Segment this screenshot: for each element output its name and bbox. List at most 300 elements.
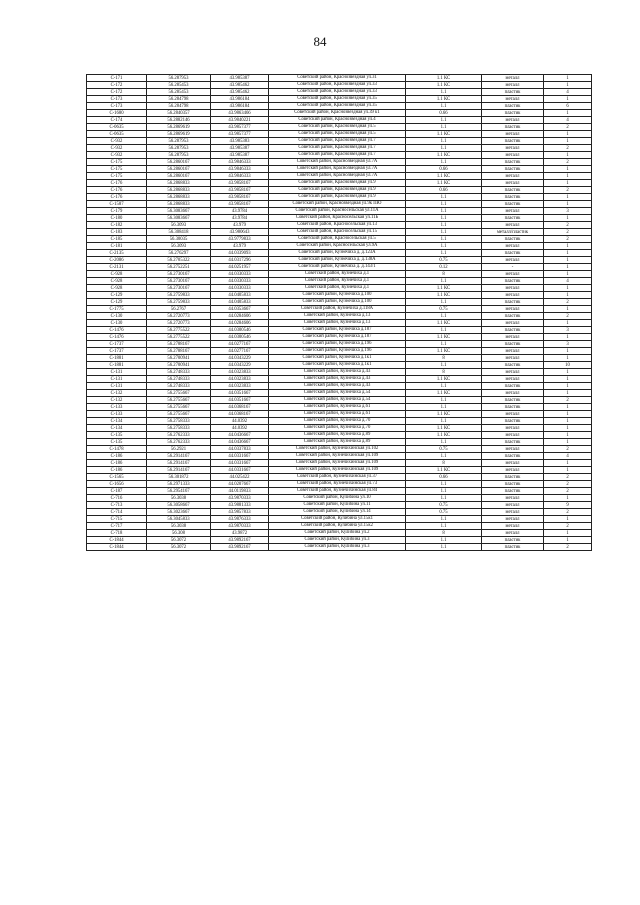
volume-cell: 1.1 bbox=[406, 516, 482, 523]
latitude-cell: 56.287953 bbox=[147, 145, 211, 152]
volume-cell: 0.66 bbox=[406, 187, 482, 194]
volume-cell: 1.1 bbox=[406, 313, 482, 320]
count-cell: 1 bbox=[544, 516, 592, 523]
count-cell: 9 bbox=[544, 502, 592, 509]
count-cell: 1 bbox=[544, 285, 592, 292]
volume-cell: 1.1 bbox=[406, 404, 482, 411]
address-cell: Советский район, Краснозвездная ул.33 bbox=[269, 82, 406, 89]
material-cell: металл bbox=[482, 502, 544, 509]
site-id-cell: С-176 bbox=[87, 180, 147, 187]
volume-cell: 1.1 bbox=[406, 397, 482, 404]
table-row bbox=[87, 313, 592, 320]
count-cell: 3 bbox=[544, 341, 592, 348]
volume-cell: 0.75 bbox=[406, 502, 482, 509]
material-cell: металл bbox=[482, 117, 544, 124]
material-cell: пластик bbox=[482, 453, 544, 460]
site-id-cell: С-718 bbox=[87, 530, 147, 537]
table-row bbox=[87, 390, 592, 397]
count-cell: 1 bbox=[544, 432, 592, 439]
table-row bbox=[87, 271, 592, 278]
volume-cell: 1.1 КС bbox=[406, 292, 482, 299]
longitude-cell: 43.985462 bbox=[211, 89, 269, 96]
latitude-cell: 56.2700941 bbox=[147, 355, 211, 362]
address-cell: Советский район, Краснозвездная ул.7А bbox=[269, 173, 406, 180]
address-cell: Советский район, Кулибина ул.11 bbox=[269, 502, 406, 509]
count-cell: 1 bbox=[544, 180, 592, 187]
material-cell: металл bbox=[482, 425, 544, 432]
count-cell: 2 bbox=[544, 446, 592, 453]
latitude-cell: 56.2775522 bbox=[147, 327, 211, 334]
count-cell: 2 bbox=[544, 222, 592, 229]
longitude-cell: 44.0207667 bbox=[211, 481, 269, 488]
volume-cell: 1.1 bbox=[406, 250, 482, 257]
site-id-cell: С-1587 bbox=[87, 201, 147, 208]
longitude-cell: 44.0436667 bbox=[211, 432, 269, 439]
table-row bbox=[87, 467, 592, 474]
site-id-cell: С-2135 bbox=[87, 250, 147, 257]
table-body bbox=[87, 75, 592, 551]
longitude-cell: 43.9858167 bbox=[211, 201, 269, 208]
latitude-cell: 56.285453 bbox=[147, 82, 211, 89]
material-cell: пластик bbox=[482, 341, 544, 348]
volume-cell: 1.1 bbox=[406, 201, 482, 208]
latitude-cell: 56.2788167 bbox=[147, 341, 211, 348]
material-cell: пластик bbox=[482, 201, 544, 208]
longitude-cell: 43.985462 bbox=[211, 82, 269, 89]
latitude-cell: 56.3083667 bbox=[147, 215, 211, 222]
table-row bbox=[87, 383, 592, 390]
latitude-cell: 56.2868833 bbox=[147, 180, 211, 187]
longitude-cell: 44.0323833 bbox=[211, 383, 269, 390]
site-id-cell: С-134 bbox=[87, 425, 147, 432]
address-cell: Советский район, Краснозвездная ул.9 bbox=[269, 180, 406, 187]
volume-cell: 1.1 КС bbox=[406, 75, 482, 82]
site-id-cell: С-1476 bbox=[87, 334, 147, 341]
longitude-cell: 43.9892167 bbox=[211, 537, 269, 544]
count-cell: 1 bbox=[544, 75, 592, 82]
longitude-cell: 43.985387 bbox=[211, 152, 269, 159]
latitude-cell: 56.308 bbox=[147, 530, 211, 537]
latitude-cell: 56.2868833 bbox=[147, 201, 211, 208]
material-cell: металл bbox=[482, 411, 544, 418]
longitude-cell: 43.9863466 bbox=[211, 110, 269, 117]
material-cell: пластик bbox=[482, 138, 544, 145]
site-id-cell: С-131 bbox=[87, 376, 147, 383]
volume-cell: 1.1 bbox=[406, 145, 482, 152]
address-cell: Советский район, Кузнечиха д.61 bbox=[269, 411, 406, 418]
table-row bbox=[87, 257, 592, 264]
material-cell: металл bbox=[482, 306, 544, 313]
site-id-cell: С-131 bbox=[87, 383, 147, 390]
table-row bbox=[87, 334, 592, 341]
site-id-cell: С-176 bbox=[87, 194, 147, 201]
count-cell: 2 bbox=[544, 481, 592, 488]
table-row bbox=[87, 152, 592, 159]
latitude-cell: 56.2868833 bbox=[147, 187, 211, 194]
site-id-cell: С-1881 bbox=[87, 362, 147, 369]
latitude-cell: 56.2860167 bbox=[147, 159, 211, 166]
material-cell: пластик bbox=[482, 166, 544, 173]
count-cell: 1 bbox=[544, 530, 592, 537]
count-cell: 2 bbox=[544, 229, 592, 236]
longitude-cell: 43.9858167 bbox=[211, 194, 269, 201]
site-id-cell: С-186 bbox=[87, 467, 147, 474]
count-cell: 2 bbox=[544, 488, 592, 495]
longitude-cell: 43.9870333 bbox=[211, 495, 269, 502]
latitude-cell: 56.284798 bbox=[147, 96, 211, 103]
address-cell: Советский район, Кузнечиха д.1 bbox=[269, 278, 406, 285]
table-row bbox=[87, 82, 592, 89]
material-cell: пластик bbox=[482, 488, 544, 495]
volume-cell: 0.75 bbox=[406, 509, 482, 516]
longitude-cell: 44.0337833 bbox=[211, 446, 269, 453]
longitude-cell: 43.9858167 bbox=[211, 180, 269, 187]
material-cell: металл bbox=[482, 516, 544, 523]
site-id-cell: С-175 bbox=[87, 159, 147, 166]
table-row bbox=[87, 145, 592, 152]
table-row bbox=[87, 460, 592, 467]
latitude-cell: 56.2700941 bbox=[147, 362, 211, 369]
longitude-cell: 44.0339093 bbox=[211, 250, 269, 257]
latitude-cell: 56.2954167 bbox=[147, 488, 211, 495]
table-row bbox=[87, 418, 592, 425]
latitude-cell: 56.2730167 bbox=[147, 278, 211, 285]
longitude-cell: 43.9846333 bbox=[211, 159, 269, 166]
site-id-cell: С-132 bbox=[87, 390, 147, 397]
count-cell: 1 bbox=[544, 243, 592, 250]
site-id-cell: С-135 bbox=[87, 439, 147, 446]
latitude-cell: 56.287953 bbox=[147, 138, 211, 145]
count-cell: 2 bbox=[544, 299, 592, 306]
site-id-cell: С-173 bbox=[87, 96, 147, 103]
volume-cell: 1.1 КС bbox=[406, 180, 482, 187]
longitude-cell: 43.9784 bbox=[211, 208, 269, 215]
site-id-cell: С-1656 bbox=[87, 481, 147, 488]
site-id-cell: С-181 bbox=[87, 243, 147, 250]
count-cell: 2 bbox=[544, 187, 592, 194]
site-id-cell: С-179 bbox=[87, 208, 147, 215]
latitude-cell: 56.2775522 bbox=[147, 334, 211, 341]
volume-cell: 1.1 bbox=[406, 299, 482, 306]
count-cell: 4 bbox=[544, 278, 592, 285]
address-cell: Советский район, Кузнечихинская ул.102 bbox=[269, 446, 406, 453]
table-row bbox=[87, 278, 592, 285]
address-cell: Советский район, Кузнечиха д.196 bbox=[269, 348, 406, 355]
longitude-cell: 44.0317296 bbox=[211, 257, 269, 264]
latitude-cell: 56.3038 bbox=[147, 523, 211, 530]
volume-cell: 1.1 bbox=[406, 236, 482, 243]
longitude-cell: 44.0353667 bbox=[211, 306, 269, 313]
longitude-cell: 43.979 bbox=[211, 243, 269, 250]
site-id-cell: С-182 bbox=[87, 222, 147, 229]
longitude-cell: 43.9858167 bbox=[211, 187, 269, 194]
count-cell: 1 bbox=[544, 201, 592, 208]
volume-cell: 1.1 КС bbox=[406, 425, 482, 432]
count-cell: 2 bbox=[544, 523, 592, 530]
table-row bbox=[87, 89, 592, 96]
count-cell: 2 bbox=[544, 474, 592, 481]
site-id-cell: С-133 bbox=[87, 411, 147, 418]
material-cell: металл bbox=[482, 243, 544, 250]
address-cell: Советский район, Кузнечиха д.89 bbox=[269, 439, 406, 446]
latitude-cell: 56.3038 bbox=[147, 495, 211, 502]
table-row bbox=[87, 138, 592, 145]
table-row bbox=[87, 159, 592, 166]
address-cell: Советский район, Кулибина ул.2 bbox=[269, 530, 406, 537]
longitude-cell: 43.9857377 bbox=[211, 131, 269, 138]
volume-cell: 1.1 КС bbox=[406, 285, 482, 292]
volume-cell: 0.75 bbox=[406, 446, 482, 453]
address-cell: Советский район, Кулибина ул.14 bbox=[269, 509, 406, 516]
address-cell: Советский район, Краснозвездная ул.7А bbox=[269, 166, 406, 173]
longitude-cell: 44.0300546 bbox=[211, 327, 269, 334]
volume-cell: 1.1 bbox=[406, 194, 482, 201]
material-cell: металл bbox=[482, 285, 544, 292]
count-cell: 1 bbox=[544, 369, 592, 376]
address-cell: Советский район, Кузнечихинская ул.109 bbox=[269, 467, 406, 474]
longitude-cell: 44.0343229 bbox=[211, 362, 269, 369]
material-cell: пластик bbox=[482, 383, 544, 390]
table-row bbox=[87, 327, 592, 334]
latitude-cell: 56.3072 bbox=[147, 537, 211, 544]
longitude-cell: 43.9846333 bbox=[211, 166, 269, 173]
volume-cell: 0.75 bbox=[406, 306, 482, 313]
latitude-cell: 56.2860167 bbox=[147, 173, 211, 180]
count-cell: 1 bbox=[544, 271, 592, 278]
longitude-cell: 44.0331667 bbox=[211, 453, 269, 460]
site-id-cell: С-0635 bbox=[87, 131, 147, 138]
count-cell: 1 bbox=[544, 439, 592, 446]
address-cell: Советский район, Кузнечиха д. д.138А bbox=[269, 257, 406, 264]
site-id-cell: С-187 bbox=[87, 488, 147, 495]
longitude-cell: 44.0330333 bbox=[211, 285, 269, 292]
site-id-cell: С-186 bbox=[87, 453, 147, 460]
table-row bbox=[87, 173, 592, 180]
volume-cell: 1.1 КС bbox=[406, 152, 482, 159]
longitude-cell: 43.985383 bbox=[211, 138, 269, 145]
site-id-cell: С-131 bbox=[87, 369, 147, 376]
latitude-cell: 56.2752251 bbox=[147, 264, 211, 271]
latitude-cell: 56.2759833 bbox=[147, 292, 211, 299]
latitude-cell: 56.308418 bbox=[147, 229, 211, 236]
count-cell: 2 bbox=[544, 509, 592, 516]
site-id-cell: С-1565 bbox=[87, 474, 147, 481]
longitude-cell: 44.0351667 bbox=[211, 390, 269, 397]
latitude-cell: 56.3045833 bbox=[147, 516, 211, 523]
table-row bbox=[87, 362, 592, 369]
volume-cell: 1.1 bbox=[406, 222, 482, 229]
address-cell: Советский район, Кузнечиха д.100 bbox=[269, 299, 406, 306]
volume-cell: 1.1 bbox=[406, 439, 482, 446]
address-cell: Советский район, Кулибина ул.15к1 bbox=[269, 516, 406, 523]
address-cell: Советский район, Кузнечиха д.43 bbox=[269, 369, 406, 376]
volume-cell: 1.1 bbox=[406, 453, 482, 460]
site-id-cell: С-928 bbox=[87, 278, 147, 285]
address-cell: Советский район, Красносельская ул.11А bbox=[269, 208, 406, 215]
volume-cell: 1.1 bbox=[406, 362, 482, 369]
longitude-cell: 43.979 bbox=[211, 222, 269, 229]
site-id-cell: С-715 bbox=[87, 516, 147, 523]
count-cell: 1 bbox=[544, 320, 592, 327]
address-cell: Советский район, Краснозвездная ул.7 bbox=[269, 152, 406, 159]
count-cell: 1 bbox=[544, 131, 592, 138]
latitude-cell: 56.2755667 bbox=[147, 404, 211, 411]
volume-cell: 1.1 bbox=[406, 103, 482, 110]
volume-cell: 1.1 bbox=[406, 278, 482, 285]
volume-cell: 8 bbox=[406, 271, 482, 278]
volume-cell: 8 bbox=[406, 460, 482, 467]
latitude-cell: 56.2914167 bbox=[147, 460, 211, 467]
table-row bbox=[87, 502, 592, 509]
material-cell: металл/пластик bbox=[482, 229, 544, 236]
count-cell: 1 bbox=[544, 495, 592, 502]
table-row bbox=[87, 292, 592, 299]
count-cell: 2 bbox=[544, 236, 592, 243]
material-cell: металл bbox=[482, 509, 544, 516]
count-cell: 1 bbox=[544, 250, 592, 257]
count-cell: 1 bbox=[544, 166, 592, 173]
material-cell: металл bbox=[482, 446, 544, 453]
site-id-cell: С-175 bbox=[87, 173, 147, 180]
material-cell: металл bbox=[482, 173, 544, 180]
address-cell: Советский район, Кузнечиха д.43 bbox=[269, 383, 406, 390]
volume-cell: 0.66 bbox=[406, 166, 482, 173]
site-id-cell: С-928 bbox=[87, 271, 147, 278]
count-cell: 1 bbox=[544, 390, 592, 397]
count-cell: 10 bbox=[544, 362, 592, 369]
longitude-cell: 44.0405833 bbox=[211, 292, 269, 299]
volume-cell: 1.1 bbox=[406, 383, 482, 390]
material-cell: пластик bbox=[482, 362, 544, 369]
material-cell: металл bbox=[482, 145, 544, 152]
volume-cell: 1.1 КС bbox=[406, 82, 482, 89]
material-cell: пластик bbox=[482, 544, 544, 551]
latitude-cell: 56.287953 bbox=[147, 75, 211, 82]
longitude-cell: 44.0251957 bbox=[211, 264, 269, 271]
longitude-cell: 43.986184 bbox=[211, 96, 269, 103]
volume-cell: 1.1 КС bbox=[406, 390, 482, 397]
volume-cell: 1.1 КС bbox=[406, 411, 482, 418]
address-cell: Советский район, Кузнечиха д.187 bbox=[269, 327, 406, 334]
longitude-cell: 43.9881333 bbox=[211, 502, 269, 509]
address-cell: Советский район, Краснозвездная ул.33 bbox=[269, 89, 406, 96]
table-row bbox=[87, 495, 592, 502]
longitude-cell: 43.985387 bbox=[211, 75, 269, 82]
address-cell: Советский район, Красносельская ул.13 bbox=[269, 222, 406, 229]
table-row bbox=[87, 481, 592, 488]
address-cell: Советский район, Кузнечиха д.13 bbox=[269, 320, 406, 327]
address-cell: Советский район, Кузнечиха д.70 bbox=[269, 418, 406, 425]
latitude-cell: 56.287953 bbox=[147, 152, 211, 159]
latitude-cell: 56.2730167 bbox=[147, 271, 211, 278]
table-row bbox=[87, 201, 592, 208]
site-id-cell: С-932 bbox=[87, 138, 147, 145]
material-cell: металл bbox=[482, 257, 544, 264]
latitude-cell: 56.2755667 bbox=[147, 411, 211, 418]
table-row bbox=[87, 516, 592, 523]
site-id-cell: С-716 bbox=[87, 495, 147, 502]
latitude-cell: 56.301872 bbox=[147, 474, 211, 481]
volume-cell: 1.1 КС bbox=[406, 348, 482, 355]
material-cell: пластик bbox=[482, 159, 544, 166]
count-cell: 6 bbox=[544, 103, 592, 110]
table-row bbox=[87, 544, 592, 551]
table-row bbox=[87, 376, 592, 383]
latitude-cell: 56.3072 bbox=[147, 544, 211, 551]
material-cell: металл bbox=[482, 334, 544, 341]
address-cell: Советский район, Кулибина ул.3 bbox=[269, 544, 406, 551]
longitude-cell: 44.0392 bbox=[211, 425, 269, 432]
longitude-cell: 43.9872 bbox=[211, 530, 269, 537]
address-cell: Советский район, Кулибина ул.10 bbox=[269, 495, 406, 502]
latitude-cell: 56.2921 bbox=[147, 446, 211, 453]
volume-cell: 1.1 bbox=[406, 537, 482, 544]
latitude-cell: 56.284798 bbox=[147, 103, 211, 110]
site-id-cell: С-135 bbox=[87, 432, 147, 439]
site-id-cell: С-1737 bbox=[87, 341, 147, 348]
address-cell: Советский район, Кузнечихинская ул.37 bbox=[269, 474, 406, 481]
longitude-cell: 44.0351667 bbox=[211, 397, 269, 404]
table-row bbox=[87, 355, 592, 362]
latitude-cell: 56.2720773 bbox=[147, 320, 211, 327]
count-cell: 1 bbox=[544, 110, 592, 117]
longitude-cell: 44.0436667 bbox=[211, 439, 269, 446]
table-row bbox=[87, 285, 592, 292]
material-cell: пластик bbox=[482, 404, 544, 411]
material-cell: металл bbox=[482, 523, 544, 530]
address-cell: Советский район, Краснозвездная ул.39 к1 bbox=[269, 110, 406, 117]
table-row bbox=[87, 236, 592, 243]
address-cell: Советский район, Кузнечихинская ул.73 bbox=[269, 481, 406, 488]
material-cell: пластик bbox=[482, 313, 544, 320]
count-cell: 2 bbox=[544, 159, 592, 166]
count-cell: 4 bbox=[544, 89, 592, 96]
count-cell: 2 bbox=[544, 544, 592, 551]
count-cell: 1 bbox=[544, 418, 592, 425]
count-cell: 1 bbox=[544, 194, 592, 201]
volume-cell: 1.1 bbox=[406, 159, 482, 166]
address-cell: Советский район, Кузнечиха д.100 bbox=[269, 292, 406, 299]
latitude-cell: 56.2755667 bbox=[147, 390, 211, 397]
volume-cell: 1.1 bbox=[406, 488, 482, 495]
site-id-cell: С-1881 bbox=[87, 355, 147, 362]
address-cell: Советский район, Краснозвездная ул.5 bbox=[269, 131, 406, 138]
count-cell: 1 bbox=[544, 306, 592, 313]
volume-cell: 1.1 bbox=[406, 327, 482, 334]
count-cell: 1 bbox=[544, 215, 592, 222]
site-id-cell: С-172 bbox=[87, 89, 147, 96]
latitude-cell: 56.2971333 bbox=[147, 481, 211, 488]
site-id-cell: С-129 bbox=[87, 292, 147, 299]
count-cell: 1 bbox=[544, 173, 592, 180]
count-cell: 1 bbox=[544, 334, 592, 341]
material-cell: металл bbox=[482, 320, 544, 327]
volume-cell: 1.1 КС bbox=[406, 131, 482, 138]
table-row bbox=[87, 222, 592, 229]
site-id-cell: С-130 bbox=[87, 320, 147, 327]
volume-cell: 1.1 bbox=[406, 481, 482, 488]
volume-cell: 1.1 КС bbox=[406, 376, 482, 383]
count-cell: 1 bbox=[544, 152, 592, 159]
table-row bbox=[87, 243, 592, 250]
address-cell: Советский район, Кузнечиха д.196 bbox=[269, 341, 406, 348]
longitude-cell: 44.0330333 bbox=[211, 271, 269, 278]
volume-cell: 1.1 bbox=[406, 495, 482, 502]
table-row bbox=[87, 320, 592, 327]
material-cell: пластик bbox=[482, 89, 544, 96]
material-cell: металл bbox=[482, 390, 544, 397]
latitude-cell: 56.2730167 bbox=[147, 285, 211, 292]
